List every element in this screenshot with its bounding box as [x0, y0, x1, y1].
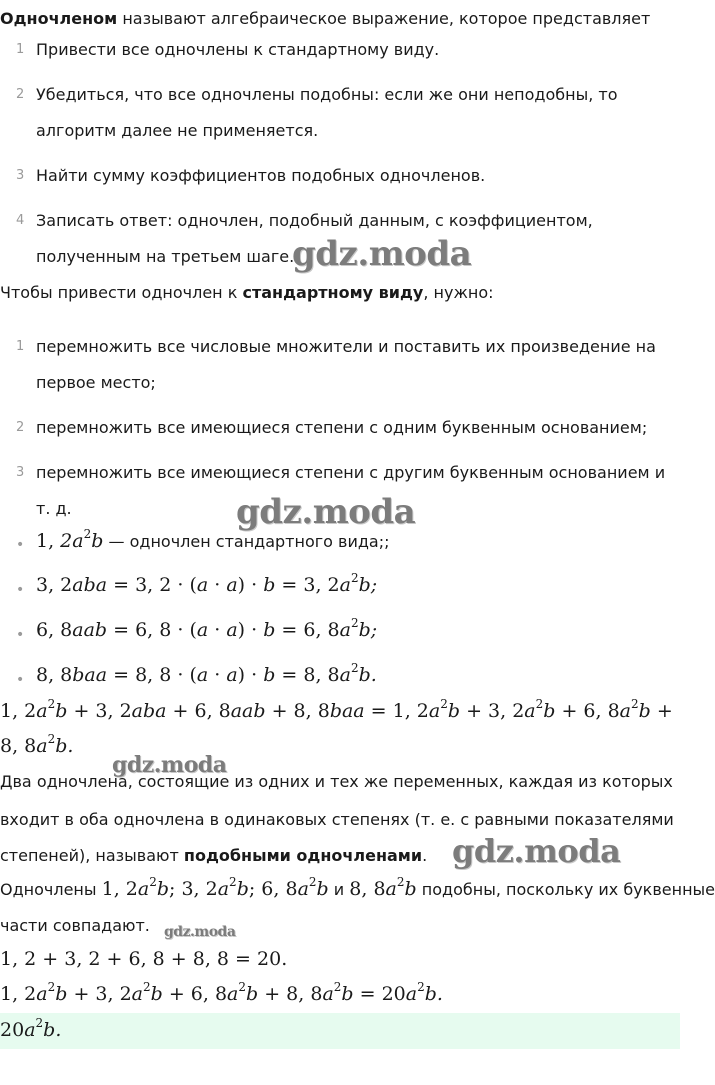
example-item: 3, 2aba = 3, 2 · (a · a) · b = 3, $2a^2b$;: [36, 571, 378, 596]
watermark-logo: gdz.moda: [236, 492, 416, 532]
example-item: 1, $2a^2b$ — одночлен стандартного вида;;: [36, 527, 390, 552]
list-item: Найти сумму коэффициентов подобных одночленов.: [36, 166, 486, 185]
answer-text: $20a^2b$.: [0, 1016, 62, 1041]
list-item: перемножить все имеющиеся степени с другим буквенным основанием и: [36, 463, 666, 482]
watermark-logo: gdz.moda: [292, 234, 472, 274]
similar-definition: степеней), называют подобными одночленами.: [0, 846, 428, 865]
list-number: 1: [16, 339, 25, 354]
list-number: 4: [16, 213, 25, 228]
bullet-dot: •: [16, 537, 25, 553]
similar-example: Одночлены 1, $2a^2b$; 3, $2a^2b$; 6, $8a^2b$ и 8, $8a^2b$ подобны, поскольку их буквенные: [0, 875, 715, 900]
answer-box: [0, 1013, 680, 1049]
bullet-dot: •: [16, 672, 25, 688]
list-item-continuation: полученным на третьем шаге.: [36, 247, 295, 266]
list-number: 3: [16, 465, 25, 480]
watermark-logo: gdz.moda: [164, 924, 236, 940]
list-item: Записать ответ: одночлен, подобный данным, с коэффициентом,: [36, 211, 593, 230]
list-item: Убедиться, что все одночлены подобны: если же они неподобны, то: [36, 85, 618, 104]
standard-form-intro: Чтобы привести одночлен к стандартному виду, нужно:: [0, 283, 494, 302]
list-item-continuation: т. д.: [36, 499, 72, 518]
coefficient-sum: 1, 2 + 3, 2 + 6, 8 + 8, 8 = 20.: [0, 948, 288, 970]
list-item: Привести все одночлены к стандартному виду.: [36, 40, 440, 59]
list-number: 2: [16, 420, 25, 435]
monomial-sum: 1, $2a^2b + 3$, $2a^2b + 6$, $8a^2b + 8$, $8a^2b = 20a^2b$.: [0, 980, 443, 1005]
list-item: перемножить все числовые множители и поставить их произведение на: [36, 337, 656, 356]
watermark-logo: gdz.moda: [112, 752, 227, 778]
similar-definition: Два одночлена, состоящие из одних и тех же переменных, каждая из которых: [0, 772, 673, 791]
example-item: 6, 8aab = 6, 8 · (a · a) · b = 6, $8a^2b$;: [36, 616, 378, 641]
list-item-continuation: алгоритм далее не применяется.: [36, 121, 319, 140]
list-number: 2: [16, 87, 25, 102]
bullet-dot: •: [16, 627, 25, 643]
list-item: перемножить все имеющиеся степени с одним буквенным основанием;: [36, 418, 648, 437]
list-number: 1: [16, 42, 25, 57]
bullet-dot: •: [16, 582, 25, 598]
intro-text: Одночленом называют алгебраическое выражение, которое представляет: [0, 9, 651, 28]
sum-expression-continuation: 8, $8a^2b$.: [0, 732, 74, 757]
similar-example-continuation: части совпадают.: [0, 916, 150, 935]
example-item: 8, 8baa = 8, 8 · (a · a) · b = 8, $8a^2b$.: [36, 661, 377, 686]
list-number: 3: [16, 168, 25, 183]
sum-expression: 1, $2a^2b + 3$, 2aba + 6, 8aab + 8, 8baa = 1, $2a^2b + 3$, $2a^2b + 6$, $8a^2b$ +: [0, 697, 673, 722]
watermark-logo: gdz.moda: [452, 832, 621, 870]
list-item-continuation: первое место;: [36, 373, 156, 392]
similar-definition: входит в оба одночлена в одинаковых степенях (т. е. с равными показателями: [0, 810, 674, 829]
